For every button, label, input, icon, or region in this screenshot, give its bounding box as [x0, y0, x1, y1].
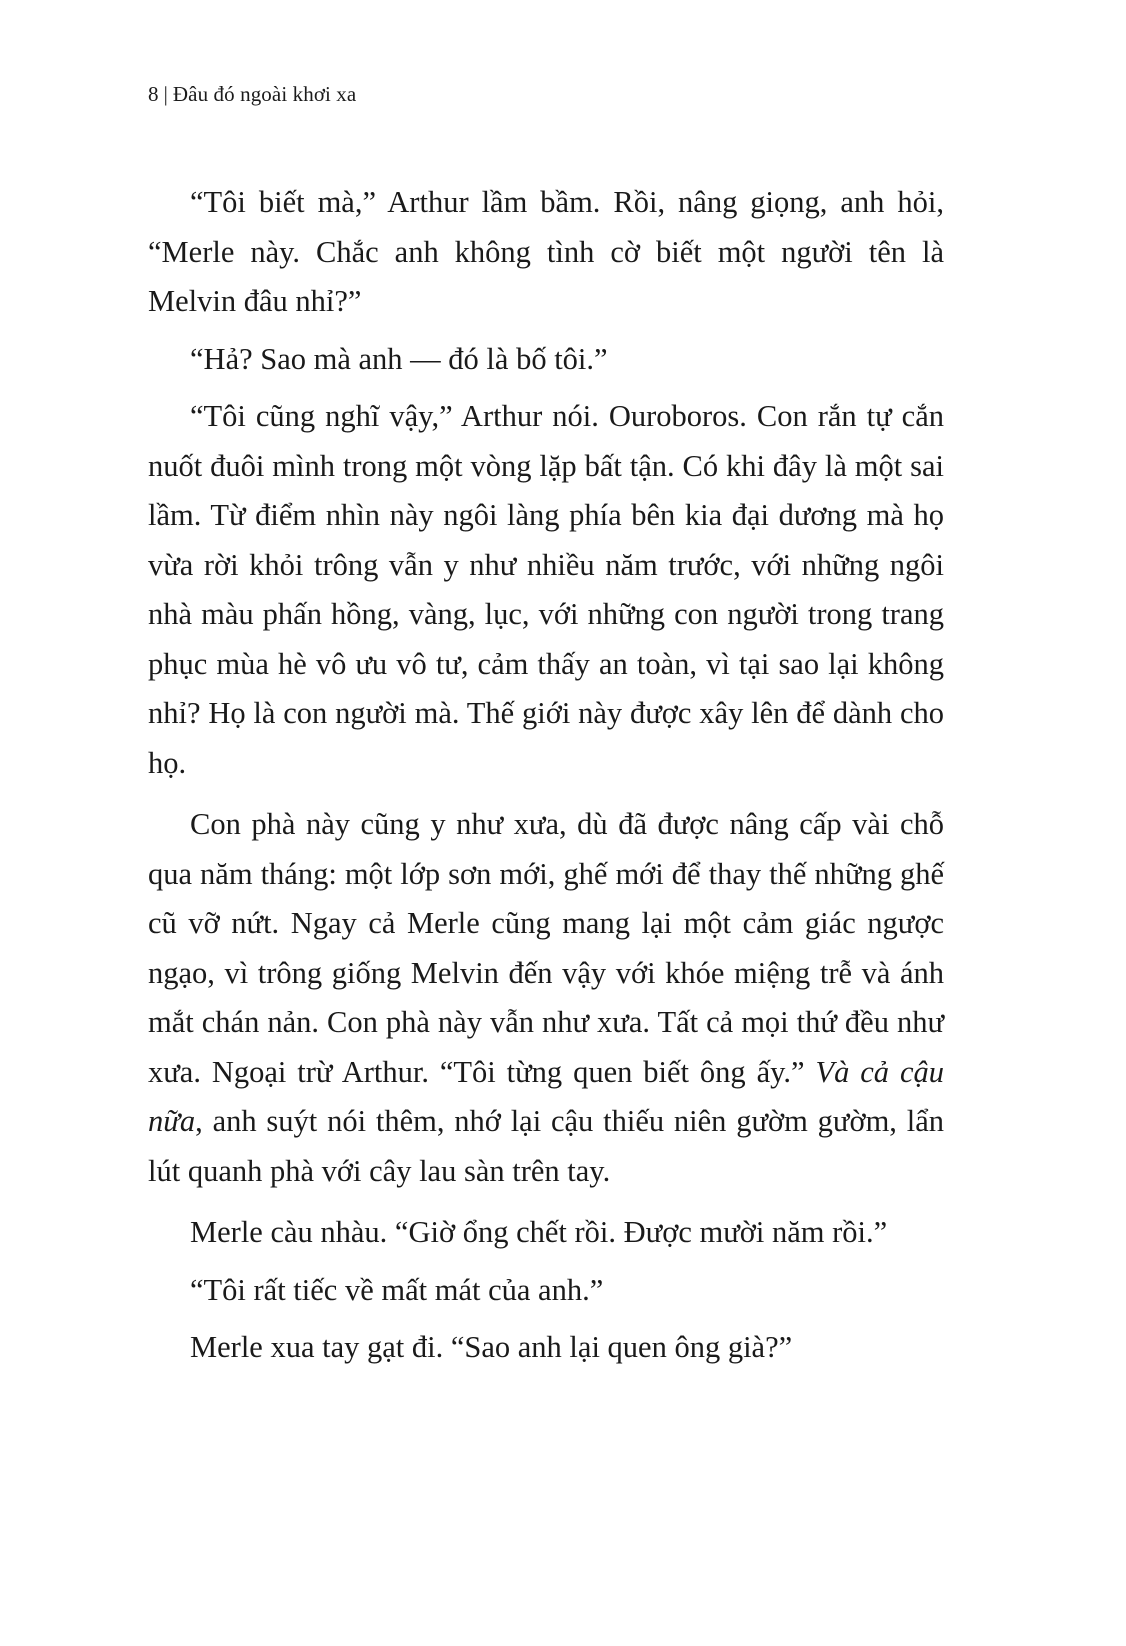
paragraph-3: “Tôi cũng nghĩ vậy,” Arthur nói. Ouroboros. Con rắn tự cắn nuốt đuôi mình trong một vòng lặp bất tận. Có khi đây là một sai lầm. Từ điểm nhìn này ngôi làng phía bên kia đại dương mà họ vừa rời khỏi trông vẫn y như nhiều năm trước, với những ngôi nhà màu phấn hồng, vàng, lục, với những con người trong trang phục mùa hè vô ưu vô tư, cảm thấy an toàn, vì tại sao lại không nhỉ? Họ là con người mà. Thế giới này được xây lên để dành cho họ.	[148, 399, 944, 780]
paragraph-2: “Hả? Sao mà anh — đó là bố tôi.”	[190, 341, 608, 376]
paragraph-1: “Tôi biết mà,” Arthur lầm bầm. Rồi, nâng giọng, anh hỏi, “Merle này. Chắc anh không tình cờ biết một người tên là Melvin đâu nhỉ?”	[148, 185, 944, 318]
page-number: 8	[148, 82, 159, 106]
paragraph-4-italic-phrase: Và cả cậu nữa	[148, 1054, 944, 1138]
paragraph-4-segment-3: , anh suýt nói thêm, nhớ lại cậu thiếu niên gườm gườm, lẩn lút quanh phà với cây lau sàn trên tay.	[148, 1104, 944, 1188]
paragraph-4-segment-1: Con phà này cũng y như xưa, dù đã được nâng cấp vài chỗ qua năm tháng: một lớp sơn mới, ghế mới để thay thế những ghế cũ vỡ nứt. Ngay cả Merle cũng mang lại một cảm giác ngược ngạo, vì trông giống Melvin đến vậy với khóe miệng trễ và ánh mắt chán nản. Con phà này vẫn như xưa. Tất cả mọi thứ đều như xưa. Ngoại trừ Arthur. “Tôi từng quen biết ông ấy.”	[148, 807, 944, 1089]
paragraph-4	[148, 800, 944, 1196]
running-title: Đâu đó ngoài khơi xa	[172, 82, 357, 106]
paragraph-7: Merle xua tay gạt đi. “Sao anh lại quen ông già?”	[190, 1330, 793, 1364]
header-separator: |	[163, 82, 168, 106]
body-text-block	[148, 178, 944, 1373]
running-header	[148, 82, 356, 107]
paragraph-6: “Tôi rất tiếc về mất mát của anh.”	[190, 1272, 604, 1307]
paragraph-5: Merle càu nhàu. “Giờ ổng chết rồi. Được mười năm rồi.”	[190, 1215, 888, 1249]
